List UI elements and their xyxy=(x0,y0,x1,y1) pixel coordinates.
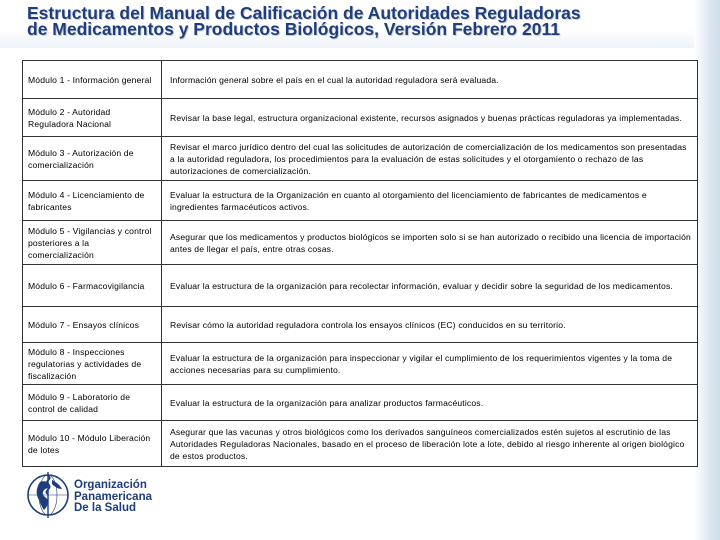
module-name-cell: Módulo 8 - Inspecciones regulatorias y actividades de fiscalización xyxy=(23,343,162,385)
table-row xyxy=(23,307,698,343)
page-title xyxy=(27,5,707,37)
module-description-cell: Revisar cómo la autoridad reguladora controla los ensayos clínicos (EC) conducidos en su territorio. xyxy=(162,307,698,343)
module-description-cell: Evaluar la estructura de la organización para inspeccionar y vigilar el cumplimiento de los requerimientos vigentes y la toma de acciones necesarias para su cumplimiento. xyxy=(162,343,698,385)
module-name-cell: Módulo 5 - Vigilancias y control posteriores a la comercialización xyxy=(23,221,162,265)
logo-line-2: Panamericana xyxy=(74,490,152,503)
module-description-cell: Revisar el marco jurídico dentro del cual las solicitudes de autorización de comercialización de los medicamentos son presentadas a la autoridad reguladora, los procedimientos para la evaluación de estas solicitudes y el otorgamiento o rechazo de las autorizaciones de comercialización. xyxy=(162,137,698,181)
module-name-cell: Módulo 6 - Farmacovigilancia xyxy=(23,265,162,307)
table-row xyxy=(23,99,698,137)
table-row xyxy=(23,421,698,467)
title-line-2: de Medicamentos y Productos Biológicos, Versión Febrero 2011 xyxy=(27,19,560,39)
module-description-cell: Asegurar que las vacunas y otros biológicos como los derivados sanguíneos comercializados estén sujetos al escrutinio de las Autoridades Reguladoras Nacionales, basado en el proceso de liberación lote a lote, debido al riesgo inherente al origen biológico de estos productos. xyxy=(162,421,698,467)
logo-line-3: De la Salud xyxy=(74,502,136,514)
module-description-cell: Revisar la base legal, estructura organizacional existente, recursos asignados y buenas prácticas reguladoras ya implementadas. xyxy=(162,99,698,137)
table-row xyxy=(23,343,698,385)
table-row xyxy=(23,221,698,265)
module-name-cell: Módulo 9 - Laboratorio de control de calidad xyxy=(23,385,162,421)
module-name-cell: Módulo 2 - Autoridad Reguladora Nacional xyxy=(23,99,162,137)
globe-emblem-icon xyxy=(24,470,72,520)
logo-wordmark xyxy=(74,480,152,515)
table-row xyxy=(23,137,698,181)
table-row xyxy=(23,61,698,99)
module-description-cell: Evaluar la estructura de la organización para recolectar información, evaluar y decidir sobre la seguridad de los medicamentos. xyxy=(162,265,698,307)
modules-table-body xyxy=(23,61,698,467)
module-description-cell: Evaluar la estructura de la organización para analizar productos farmacéuticos. xyxy=(162,385,698,421)
module-name-cell: Módulo 7 - Ensayos clínicos xyxy=(23,307,162,343)
paho-logo xyxy=(24,470,184,522)
table-row xyxy=(23,265,698,307)
table-row xyxy=(23,181,698,221)
module-name-cell: Módulo 10 - Módulo Liberación de lotes xyxy=(23,421,162,467)
module-name-cell: Módulo 4 - Licenciamiento de fabricantes xyxy=(23,181,162,221)
module-name-cell: Módulo 1 - Información general xyxy=(23,61,162,99)
table-row xyxy=(23,385,698,421)
module-description-cell: Evaluar la estructura de la Organización en cuanto al otorgamiento del licenciamiento de fabricantes de medicamentos e ingredientes farmacéuticos activos. xyxy=(162,181,698,221)
module-name-cell: Módulo 3 - Autorización de comercialización xyxy=(23,137,162,181)
module-description-cell: Información general sobre el país en el cual la autoridad reguladora será evaluada. xyxy=(162,61,698,99)
logo-line-1: Organización xyxy=(74,479,147,491)
title-line-1: Estructura del Manual de Calificación de Autoridades Reguladoras xyxy=(27,3,581,23)
module-description-cell: Asegurar que los medicamentos y productos biológicos se importen solo si se han autorizado o recibido una licencia de importación antes de llegar el país, entre otras cosas. xyxy=(162,221,698,265)
modules-table xyxy=(22,60,698,467)
